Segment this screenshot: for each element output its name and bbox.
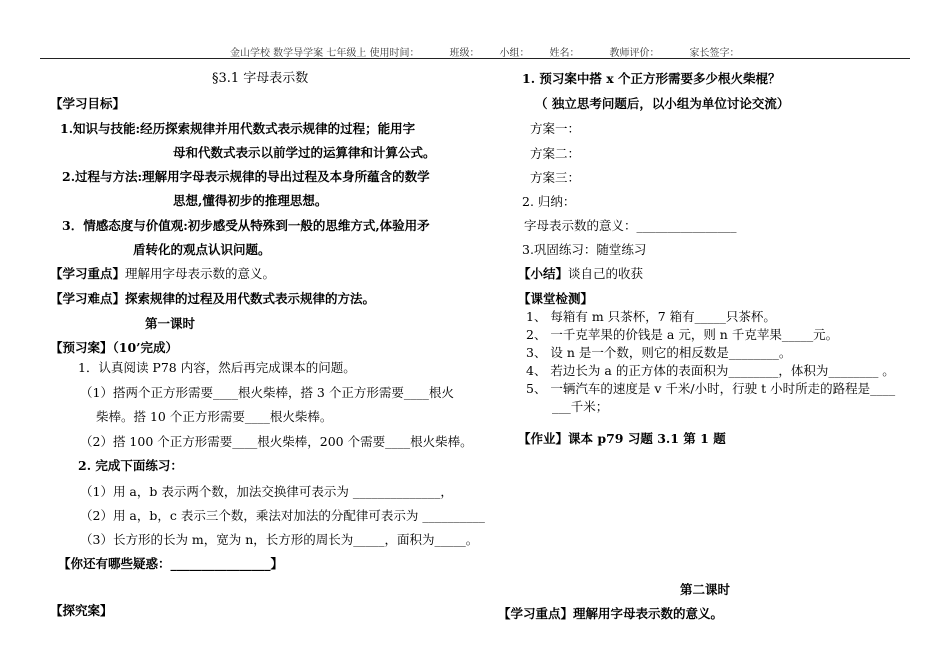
plan-3-label: 方案三： xyxy=(530,170,581,185)
difficulty-text: 探索规律的过程及用代数式表示规律的方法。 xyxy=(125,291,376,306)
plan-2-label: 方案二： xyxy=(530,146,581,161)
question-3: 3.巩固练习：随堂练习 xyxy=(522,242,647,257)
summary-text: 谈自己的收获 xyxy=(568,266,644,281)
key-point-2-text: 理解用字母表示数的意义。 xyxy=(573,606,724,621)
key-point-row xyxy=(50,266,275,282)
preview-item-1-2: （2）搭 100 个正方形需要____根火柴棒，200 个需要____根火柴棒。 xyxy=(80,434,473,449)
lesson-2-title: 第二课时 xyxy=(680,582,731,597)
preview-item-1: 1．认真阅读 P78 内容，然后再完成课本的问题。 xyxy=(78,360,356,375)
letter-meaning-prompt: 字母表示数的意义：________________ xyxy=(524,218,737,233)
preview-item-1-1-line-1: （1）搭两个正方形需要____根火柴棒，搭 3 个正方形需要____根火 xyxy=(80,385,454,400)
goal-2-line-2: 思想,懂得初步的推理思想。 xyxy=(173,193,328,208)
goal-3-line-2: 盾转化的观点认识问题。 xyxy=(133,242,271,257)
question-2: 2. 归纳： xyxy=(522,194,576,209)
exercise-3: （3）长方形的长为 m，宽为 n，长方形的周长为_____，面积为_____。 xyxy=(80,532,479,547)
goal-3-line-1: 3．情感态度与价值观:初步感受从特殊到一般的思维方式,体验用矛 xyxy=(62,218,430,233)
goal-1-line-1: 1.知识与技能:经历探索规律并用代数式表示规律的过程；能用字 xyxy=(60,121,416,136)
doubts-prompt: 【你还有哪些疑惑：________________】 xyxy=(58,556,284,571)
summary-heading: 【小结】 xyxy=(518,266,569,281)
homework-text: 课本 p79 习题 3.1 第 1 题 xyxy=(568,431,726,446)
exercise-2: （2）用 a，b，c 表示三个数，乘法对加法的分配律可表示为 __________ xyxy=(80,508,485,523)
check-item-5-line-1: 5、 一辆汽车的速度是 v 千米/小时，行驶 t 小时所走的路程是____ xyxy=(526,381,896,396)
key-point-heading: 【学习重点】 xyxy=(50,266,126,281)
check-item-2: 2、 一千克苹果的价钱是 a 元，则 n 千克苹果_____元。 xyxy=(526,327,839,342)
goals-heading: 【学习目标】 xyxy=(50,96,126,111)
difficulty-heading: 【学习难点】 xyxy=(50,291,126,306)
key-point-2-heading: 【学习重点】 xyxy=(498,606,574,621)
homework-heading: 【作业】 xyxy=(518,431,569,446)
class-check-heading: 【课堂检测】 xyxy=(518,291,594,306)
explore-heading: 【探究案】 xyxy=(50,603,113,618)
check-item-5-line-2: ___千米； xyxy=(552,399,609,414)
plan-1-label: 方案一： xyxy=(530,121,581,136)
section-title: §3.1 字母表示数 xyxy=(212,71,309,86)
page-header: 金山学校 数学导学案 七年级上 使用时间：______班级：____小组：____姓名：______教师评价：______家长签字：______ xyxy=(230,48,770,59)
preview-item-1-1-line-2: 柴棒。搭 10 个正方形需要____根火柴棒。 xyxy=(96,409,333,424)
question-1-note: （ 独立思考问题后，以小组为单位讨论交流） xyxy=(535,96,790,111)
key-point-2-row xyxy=(498,606,723,622)
check-item-3: 3、 设 n 是一个数，则它的相反数是________。 xyxy=(526,345,792,360)
header-divider xyxy=(40,58,910,59)
goal-1-line-2: 母和代数式表示以前学过的运算律和计算公式。 xyxy=(173,145,436,160)
goal-2-line-1: 2.过程与方法:理解用字母表示规律的导出过程及本身所蕴含的数学 xyxy=(62,169,430,184)
lesson-1-title: 第一课时 xyxy=(145,316,196,331)
preview-item-2: 2. 完成下面练习： xyxy=(78,458,183,473)
summary-row xyxy=(518,266,643,282)
key-point-text: 理解用字母表示数的意义。 xyxy=(125,266,276,281)
check-item-4: 4、 若边长为 a 的正方体的表面积为________，体积为________ 。 xyxy=(526,363,895,378)
difficulty-row xyxy=(50,291,375,307)
question-1: 1. 预习案中搭 x 个正方形需要多少根火柴棍？ xyxy=(522,71,781,86)
homework-row xyxy=(518,431,726,447)
exercise-1: （1）用 a，b 表示两个数，加法交换律可表示为 ______________， xyxy=(80,484,453,499)
preview-heading: 【预习案】（10’完成） xyxy=(50,340,178,355)
check-item-1: 1、 每箱有 m 只茶杯，7 箱有_____只茶杯。 xyxy=(526,309,776,324)
